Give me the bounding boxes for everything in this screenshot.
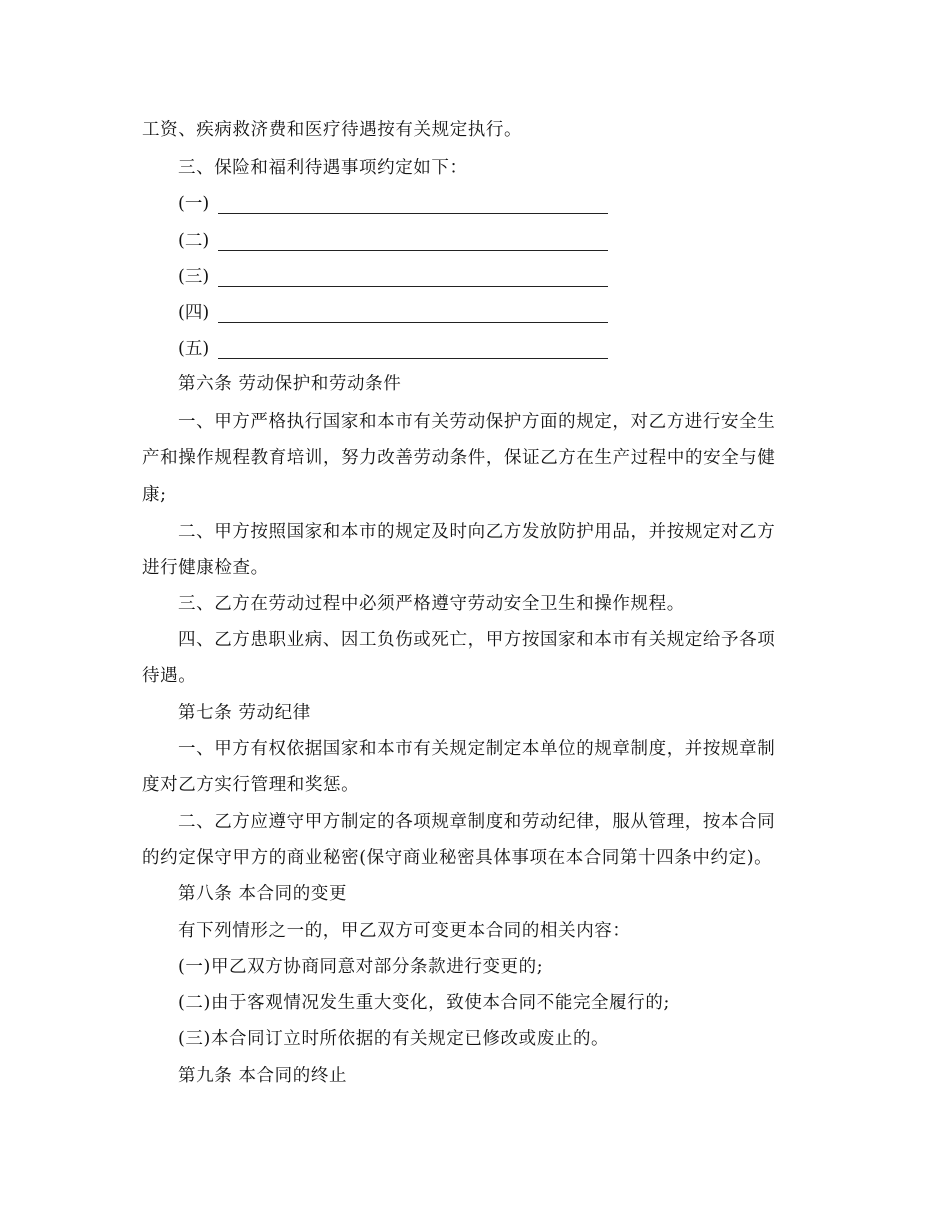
blank-item-label: (三) bbox=[178, 267, 210, 287]
paragraph-line: 进行健康检查。 bbox=[142, 558, 269, 578]
paragraph-line: 二、甲方按照国家和本市的规定及时向乙方发放防护用品，并按规定对乙方 bbox=[178, 522, 776, 542]
paragraph-line: 四、乙方患职业病、因工负伤或死亡，甲方按国家和本市有关规定给予各项 bbox=[178, 630, 776, 650]
article-heading: 第九条 本合同的终止 bbox=[178, 1066, 348, 1086]
fill-in-blank-line bbox=[218, 302, 608, 323]
paragraph-line: 的约定保守甲方的商业秘密(保守商业秘密具体事项在本合同第十四条中约定)。 bbox=[142, 848, 773, 868]
paragraph-line: 待遇。 bbox=[142, 666, 197, 686]
blank-item-label: (一) bbox=[178, 194, 210, 214]
fill-in-blank-line bbox=[218, 266, 608, 287]
paragraph-line: 产和操作规程教育培训，努力改善劳动条件，保证乙方在生产过程中的安全与健 bbox=[142, 448, 776, 468]
list-item: (二)由于客观情况发生重大变化，致使本合同不能完全履行的; bbox=[178, 993, 670, 1013]
blank-item-label: (二) bbox=[178, 231, 210, 251]
paragraph-line: 康; bbox=[142, 485, 167, 505]
paragraph-line: 一、甲方有权依据国家和本市有关规定制定本单位的规章制度，并按规章制 bbox=[178, 739, 776, 759]
blank-item-label: (四) bbox=[178, 303, 210, 323]
section-heading: 三、保险和福利待遇事项约定如下： bbox=[178, 158, 468, 178]
paragraph-line: 度对乙方实行管理和奖惩。 bbox=[142, 775, 360, 795]
article-heading: 第六条 劳动保护和劳动条件 bbox=[178, 374, 402, 394]
paragraph-line: 有下列情形之一的，甲乙双方可变更本合同的相关内容： bbox=[178, 921, 631, 941]
article-heading: 第八条 本合同的变更 bbox=[178, 884, 348, 904]
fill-in-blank-line bbox=[218, 193, 608, 214]
paragraph-line: 工资、疾病救济费和医疗待遇按有关规定执行。 bbox=[142, 120, 523, 140]
paragraph-line: 三、乙方在劳动过程中必须严格遵守劳动安全卫生和操作规程。 bbox=[178, 594, 685, 614]
list-item: (三)本合同订立时所依据的有关规定已修改或废止的。 bbox=[178, 1029, 610, 1049]
article-heading: 第七条 劳动纪律 bbox=[178, 703, 311, 723]
blank-item-label: (五) bbox=[178, 339, 210, 359]
list-item: (一)甲乙双方协商同意对部分条款进行变更的; bbox=[178, 957, 544, 977]
paragraph-line: 二、乙方应遵守甲方制定的各项规章制度和劳动纪律，服从管理，按本合同 bbox=[178, 812, 776, 832]
fill-in-blank-line bbox=[218, 338, 608, 359]
paragraph-line: 一、甲方严格执行国家和本市有关劳动保护方面的规定，对乙方进行安全生 bbox=[178, 412, 776, 432]
fill-in-blank-line bbox=[218, 230, 608, 251]
